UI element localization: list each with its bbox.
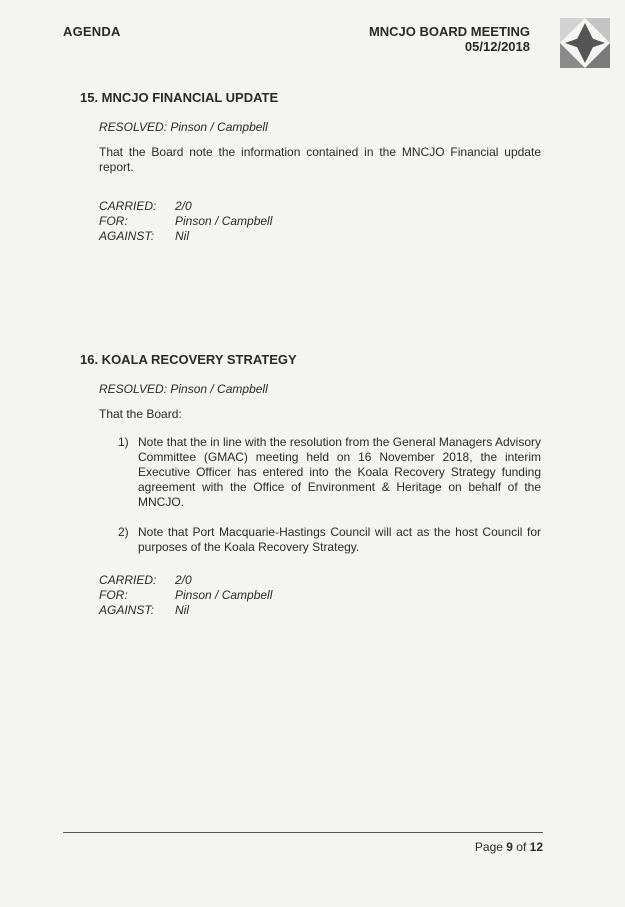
vote-for-row (99, 214, 272, 229)
vote-against-row (99, 603, 272, 618)
vote-for-label: FOR: (99, 214, 128, 228)
vote-carried-label: CARRIED: (99, 199, 157, 213)
page-current: 9 (506, 840, 513, 854)
list-item-number: 1) (118, 435, 129, 449)
vote-for-label: FOR: (99, 588, 128, 602)
vote-for-row (99, 588, 272, 603)
vote-for-value: Pinson / Campbell (175, 214, 273, 228)
list-item-text: Note that Port Macquarie-Hastings Council will act as the host Council for purposes of the Koala Recovery Strategy. (138, 525, 541, 554)
section-15-text: That the Board note the information contained in the MNCJO Financial update report. (99, 145, 541, 174)
vote-carried-row (99, 573, 272, 588)
header-meeting (369, 24, 530, 54)
vote-carried-value: 2/0 (175, 573, 192, 587)
list-item-text: Note that the in line with the resolution from the General Managers Advisory Committee (GMAC) meeting held on 16 November 2018, the interim Executive Officer has entered into the Koala Recovery Strategy funding agreement with the Office of Environment & Heritage on behalf of the MNCJO. (138, 435, 541, 509)
section-16-title: 16. KOALA RECOVERY STRATEGY (80, 352, 297, 367)
vote-against-label: AGAINST: (99, 229, 155, 243)
vote-against-value: Nil (175, 229, 189, 243)
vote-against-row (99, 229, 272, 244)
section-15-title: 15. MNCJO FINANCIAL UPDATE (80, 90, 279, 105)
page-mid: of (512, 840, 530, 854)
vote-against-label: AGAINST: (99, 603, 155, 617)
header-meeting-date: 05/12/2018 (464, 39, 530, 54)
vote-for-value: Pinson / Campbell (175, 588, 273, 602)
page-total: 12 (529, 840, 543, 854)
page-number (475, 840, 543, 854)
list-item (118, 435, 541, 510)
page-prefix: Page (474, 840, 507, 854)
list-item-number: 2) (118, 525, 129, 539)
section-16-resolved: RESOLVED: Pinson / Campbell (99, 382, 268, 396)
section-15-resolved: RESOLVED: Pinson / Campbell (99, 120, 268, 134)
list-item (118, 525, 541, 555)
section-16-list (118, 435, 541, 570)
vote-carried-row (99, 199, 272, 214)
footer-divider (63, 832, 543, 833)
section-16-vote (99, 573, 272, 618)
vote-carried-label: CARRIED: (99, 573, 157, 587)
vote-carried-value: 2/0 (175, 199, 192, 213)
section-15-vote (99, 199, 272, 244)
mncjo-logo-icon (560, 18, 610, 68)
vote-against-value: Nil (175, 603, 189, 617)
header-meeting-title: MNCJO BOARD MEETING (368, 24, 530, 39)
header-agenda: AGENDA (63, 24, 121, 39)
section-16-intro: That the Board: (99, 407, 182, 421)
